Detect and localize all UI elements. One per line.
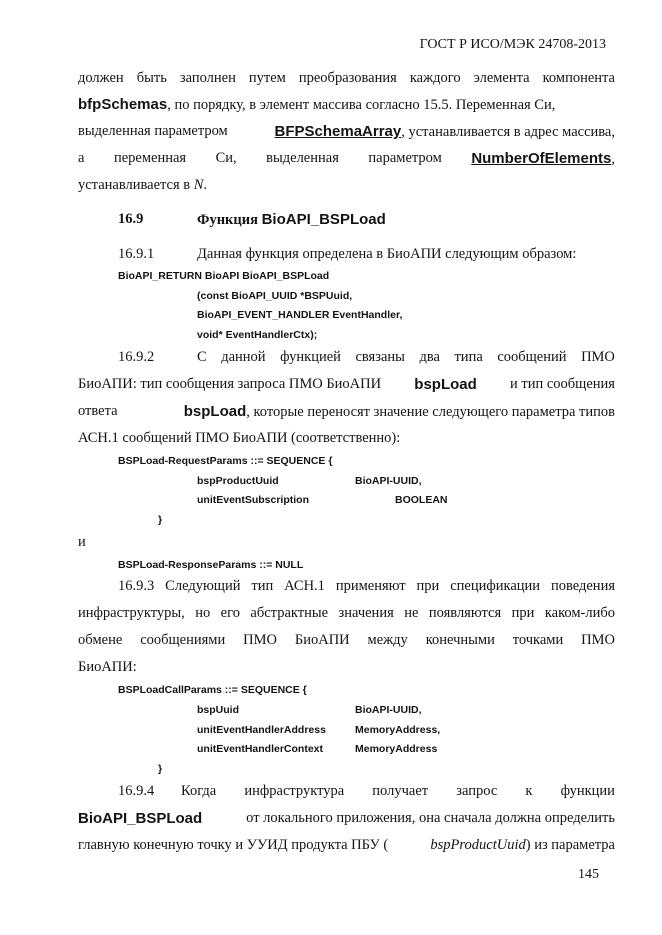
request-field-name: bspProductUuid (197, 475, 279, 487)
call-field-name: unitEventHandlerAddress (197, 724, 326, 736)
request-params-close: } (158, 514, 163, 526)
para1-line3-text2: , устанавливается в адрес массива, (401, 124, 615, 140)
word: выделенная (266, 150, 339, 166)
request-field-type: BioAPI-UUID, (355, 475, 422, 487)
code-bfpschemas: bfpSchemas (78, 96, 168, 113)
var-n: N (193, 177, 204, 193)
para1-line5-text: устанавливается в (78, 177, 191, 193)
word: а (78, 150, 85, 166)
word: сообщений (497, 349, 567, 365)
clause-16-9-3-line1 (118, 578, 615, 595)
clause-16-9-1-text: Данная функция определена в БиоАПИ следующим образом: (197, 246, 577, 262)
clause-16-9-3-line3: обмене сообщениями ПМО БиоАПИ между конечными точками ПМО (78, 632, 615, 648)
clause-16-9-4-line3-end: ) из параметра (525, 837, 615, 853)
word: параметром (368, 150, 442, 166)
para1-line3 (78, 123, 615, 141)
section-number: 16.9 (118, 211, 144, 227)
call-field-type: MemoryAddress, (355, 724, 441, 736)
section-title-word: Функция (197, 212, 258, 228)
prototype-line: BioAPI_EVENT_HANDLER EventHandler, (197, 309, 403, 321)
var-bspproductuuid: bspProductUuid (430, 837, 526, 853)
word: к (525, 783, 533, 799)
call-params-head: BSPLoadCallParams ::= SEQUENCE { (118, 684, 307, 696)
link-bfpschemaarray[interactable]: BFPSchemaArray (274, 123, 402, 140)
para1-line5 (78, 177, 207, 194)
word: Когда (181, 783, 217, 799)
word: запрос (456, 783, 498, 799)
request-params-head: BSPLoad-RequestParams ::= SEQUENCE { (118, 455, 333, 467)
request-field-type: BOOLEAN (395, 494, 448, 506)
word: два (419, 349, 440, 365)
para1-line1: должен быть заполнен путем преобразования каждого элемента компонента (78, 70, 615, 86)
section-title-code: BioAPI_BSPLoad (261, 211, 386, 228)
clause-16-9-2-line4: АСН.1 сообщений ПМО БиоАПИ (соответственно): (78, 430, 401, 446)
clause-16-9-2-line3 (78, 403, 615, 421)
request-field-name: unitEventSubscription (197, 494, 310, 506)
code-bspload: bspLoad (183, 403, 247, 420)
call-field-name: unitEventHandlerContext (197, 743, 324, 755)
clause-16-9-2-line1 (197, 349, 615, 366)
word: связаны (355, 349, 405, 365)
clause-16-9-4-number: 16.9.4 (118, 783, 155, 799)
word: функции (560, 783, 615, 799)
clause-16-9-3-line1-text: 16.9.3 Следующий тип АСН.1 применяют при спецификации поведения (118, 578, 615, 594)
link-numberofelements[interactable]: NumberOfElements (471, 150, 612, 167)
para1-line3-text: выделенная параметром (78, 123, 228, 139)
clause-16-9-2-line2-text: БиоАПИ: тип сообщения запроса ПМО БиоАПИ (78, 376, 382, 392)
clause-16-9-4-line2-text: от локального приложения, она сначала должна определить (246, 810, 615, 826)
code-bspload: bspLoad (414, 376, 477, 393)
call-params-close: } (158, 763, 163, 775)
word: типа (454, 349, 483, 365)
prototype-line: BioAPI_RETURN BioAPI BioAPI_BSPLoad (118, 270, 330, 282)
clause-16-9-2-line2 (78, 376, 615, 393)
clause-16-9-3-line4: БиоАПИ: (78, 659, 137, 675)
clause-16-9-3-line2: инфраструктуры, но его абстрактные значения не появляются при каком-либо (78, 605, 615, 621)
para1-line2 (78, 96, 615, 114)
word: получает (372, 783, 429, 799)
para1-line2-text: , по порядку, в элемент массива согласно 15.5. Переменная Си, (167, 97, 556, 113)
response-params-line: BSPLoad-ResponseParams ::= NULL (118, 559, 304, 571)
para1-line4 (78, 150, 615, 168)
word: переменная (113, 150, 187, 166)
clause-16-9-1-number: 16.9.1 (118, 246, 155, 262)
word: Си, (215, 150, 237, 166)
clause-16-9-2-line3-start: ответа (78, 403, 118, 419)
conjunction-and: и (78, 534, 86, 550)
word: функцией (280, 349, 341, 365)
word: С (197, 349, 207, 365)
clause-16-9-4-line3 (78, 837, 615, 854)
punct: . (203, 177, 208, 193)
punct: , (611, 151, 615, 167)
clause-16-9-4-line1 (181, 783, 615, 800)
section-title (197, 211, 386, 229)
page-header: ГОСТ Р ИСО/МЭК 24708-2013 (419, 37, 606, 52)
call-field-type: BioAPI-UUID, (355, 704, 422, 716)
call-field-name: bspUuid (197, 704, 239, 716)
call-field-type: MemoryAddress (355, 743, 438, 755)
prototype-line: (const BioAPI_UUID *BSPUuid, (197, 290, 353, 302)
clause-16-9-4-line2 (78, 810, 615, 827)
clause-16-9-4-line3-text: главную конечную точку и УУИД продукта ПБУ ( (78, 837, 389, 853)
clause-16-9-2-number: 16.9.2 (118, 349, 155, 365)
clause-16-9-2-line2-end: и тип сообщения (510, 376, 615, 392)
page-number: 145 (578, 867, 599, 882)
word: инфраструктура (244, 783, 345, 799)
word: данной (221, 349, 266, 365)
clause-16-9-2-line3-text: , которые переносят значение следующего параметра типов (246, 404, 615, 420)
prototype-line: void* EventHandlerCtx); (197, 329, 318, 341)
word: ПМО (581, 349, 615, 365)
code-bioapi-bspload: BioAPI_BSPLoad (78, 810, 203, 827)
